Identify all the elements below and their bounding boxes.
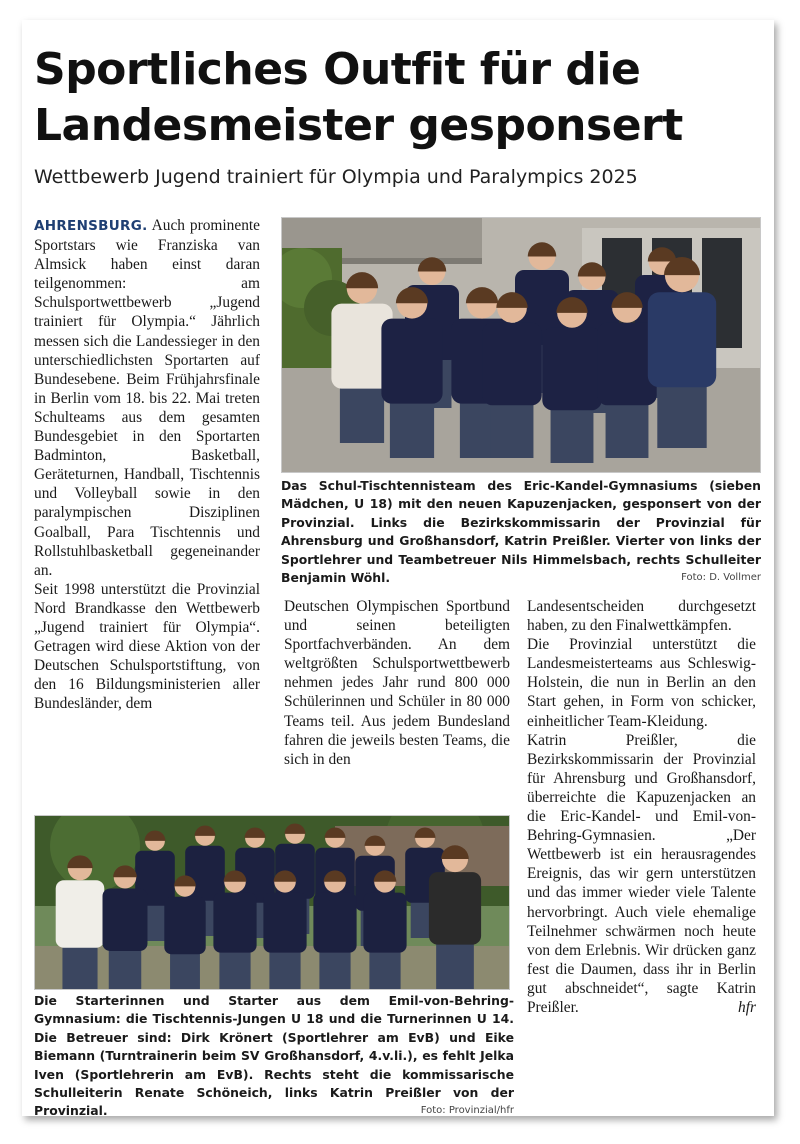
article-headline: Sportliches Outfit für die Landesmeister gesponsert [34,44,683,151]
team-photo-eric-kandel [281,217,761,473]
newspaper-clipping [22,20,774,1119]
photo2-caption-text: Die Starterinnen und Starter aus dem Emil-von-Behring-Gymnasium: die Tischtennis-Jungen U 18 und die Turnerinnen U 14. Die Betreuer sind: Dirk Krönert (Sportlehrer am EvB) und Eike Biemann (Turntrainerin beim SV Großhansdorf, 4.v.li.), es fehlt Jelka Iven (Sportlehrerin am EvB). Rechts steht die kommissarische Schulleiterin Renate Schöneich, links Katrin Preißler von der Provinzial. [34,993,514,1119]
team-photo-eric-kandel-image [282,218,761,473]
team-photo-emil-von-behring [34,815,510,990]
team-photo-emil-von-behring-image [35,816,510,990]
photo1-credit: Foto: D. Vollmer [681,572,761,584]
column3-paragraph-1: Landesentscheiden durchgesetzt haben, zu den Finalwettkämpfen. [527,598,756,635]
photo1-caption [281,477,761,587]
dateline: AHRENSBURG. [34,218,148,234]
column1-paragraph-1-text: Auch prominente Sportstars wie Franziska van Almsick haben einst daran teilgenommen: am Schulsportwettbewerb „Jugend trainiert für Olympia.“ Jährlich messen sich die Landessieger in den unterschiedlichsten Sportarten auf Bundesebene. Beim Frühjahrsfinale in Berlin vom 18. bis 22. Mai treten Schulteams aus dem gesamten Bundesgebiet in den Sportarten Badminton, Basketball, Geräteturnen, Handball, Tischtennis und Volleyball sowie in den paralympischen Disziplinen Goalball, Para Tischtennis und Rollstuhlbasketball gegeneinander an. [34,217,261,579]
article-subheadline: Wettbewerb Jugend trainiert für Olympia und Paralympics 2025 [34,166,638,188]
column1-paragraph-1 [34,216,260,580]
column1-paragraph-2: Seit 1998 unterstützt die Provinzial Nord Brandkasse den Wettbewerb „Jugend trainiert für Olympia“. Getragen wird diese Aktion von der Deutschen Schulsportstiftung, von den 16 Bildungsministerien aller Bundesländer, dem [34,580,260,713]
photo2-caption [34,992,514,1121]
article-column-2 [284,597,510,769]
column3-paragraph-2: Die Provinzial unterstützt die Landesmeisterteams aus Schleswig-Holstein, die nun in Berlin an den Start gehen, in Form von schicker, einheitlicher Team-Kleidung. [527,636,756,730]
article-column-1 [34,216,260,713]
photo1-caption-text: Das Schul-Tischtennisteam des Eric-Kandel-Gymnasiums (sieben Mädchen, U 18) mit den neuen Kapuzenjacken, gesponsert von der Provinzial. Links die Bezirkskommissarin der Provinzial für Ahrensburg und Großhansdorf, Katrin Preißler. Vierter von links der Sportlehrer und Teambetreuer Nils Himmelsbach, rechts Schulleiter Benjamin Wöhl. [281,478,761,586]
column3-paragraph-3-text: Katrin Preißler, die Bezirkskommissarin der Provinzial für Ahrensburg und Großhansdorf, überreichte die Kapuzenjacken an die Eric-Kandel- und Emil-von-Behring-Gymnasien. „Der Wettbewerb ist ein herausragendes Ereignis, das wir gern unterstützen und das immer wieder viele Talente hervorbringt. Auch viele ehemalige Teilnehmer schwärmen noch heute von dem Erlebnis. Wir drücken ganz fest die Daumen, dass ihr in Berlin gut abschneidet“, sagte Katrin Preißler. [527,731,756,1016]
article-author: hfr [738,998,756,1016]
column2-paragraph-1: Deutschen Olympischen Sportbund und seinen beteiligten Sportfachverbänden. An dem weltgrößten Schulsportwettbewerb nehmen jedes Jahr rund 800 000 Schülerinnen und Schüler in 80 000 Teams teil. Aus jedem Bundesland fahren die jeweils besten Teams, die sich in den [284,598,510,768]
article-column-3 [527,597,756,1017]
column3-paragraph-3 [527,731,756,1017]
photo2-credit: Foto: Provinzial/hfr [420,1105,514,1117]
